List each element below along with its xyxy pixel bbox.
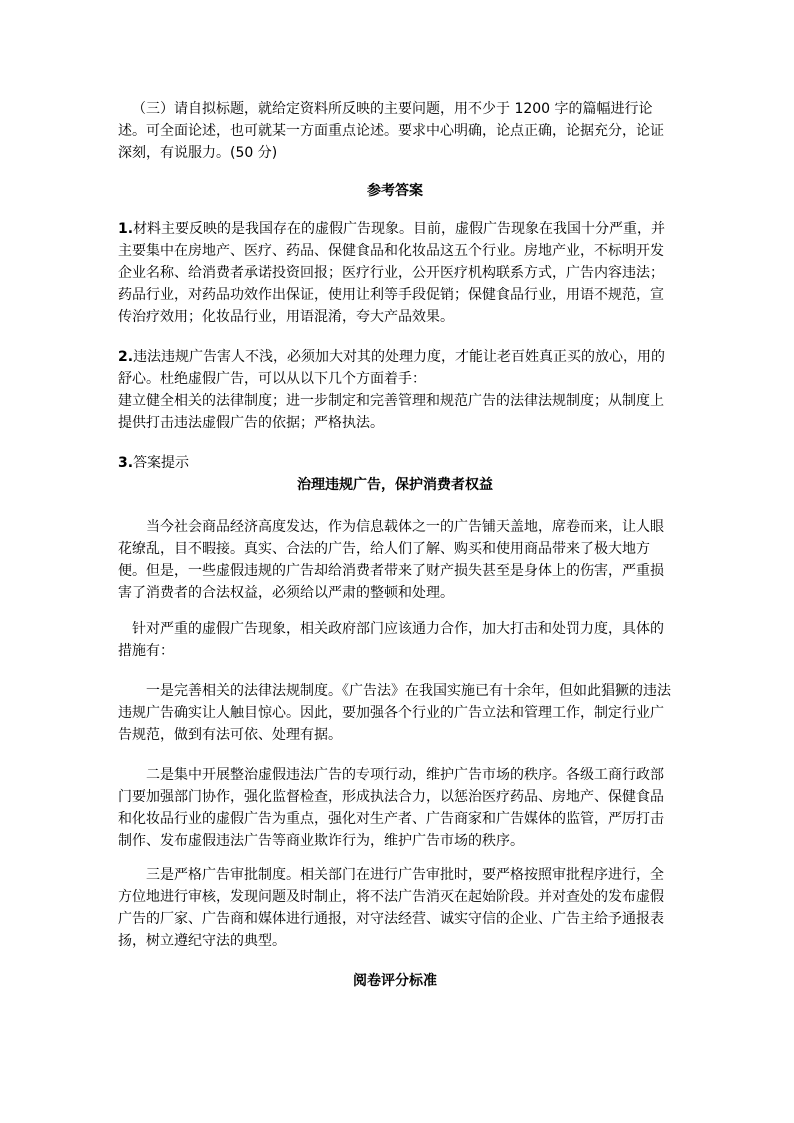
answer-2-measures: 建立健全相关的法律制度；进一步制定和完善管理和规范广告的法律法规制度；从制度上提供打击违法虚假广告的依据；严格执法。 [118, 393, 664, 431]
essay-paragraph-3: 一是完善相关的法律法规制度。《广告法》在我国实施已有十余年，但如此猖獗的违法违规广告确实让人触目惊心。因此，要加强各个行业的广告立法和管理工作，制定行业广告规范，做到有法可依、处理有据。 [118, 683, 671, 743]
answer-1 [118, 218, 672, 328]
essay-paragraph-5: 三是严格广告审批制度。相关部门在进行广告审批时，要严格按照审批程序进行，全方位地进行审核，发现问题及时制止，将不法广告消灭在起始阶段。并对查处的发布虚假广告的厂家、广告商和媒体进行通报，对守法经营、诚实守信的企业、广告主给予通报表扬，树立遵纪守法的典型。 [118, 867, 664, 949]
question-three-text: （三）请自拟标题，就给定资料所反映的主要问题，用不少于 1200 字的篇幅进行论述。可全面论述，也可就某一方面重点论述。要求中心明确，论点正确，论据充分，论证深刻，有说服力。(50 分) [118, 101, 664, 161]
answer-3-text: 答案提示 [133, 455, 190, 471]
answer-2-number: 2. [118, 349, 134, 365]
answer-1-number: 1. [118, 221, 134, 237]
answer-2 [118, 346, 672, 390]
answer-heading: 参考答案 [367, 183, 423, 199]
essay-title: 治理违规广告，保护消费者权益 [297, 477, 493, 493]
grading-heading: 阅卷评分标准 [353, 973, 437, 989]
answer-3-number: 3. [118, 455, 134, 471]
answer-3 [118, 452, 672, 474]
answer-2-text: 违法违规广告害人不浅，必须加大对其的处理力度，才能让老百姓真正买的放心，用的舒心。杜绝虚假广告，可以从以下几个方面着手： [118, 349, 666, 387]
essay-paragraph-1: 当今社会商品经济高度发达，作为信息载体之一的广告铺天盖地，席卷而来，让人眼花缭乱，目不暇接。真实、合法的广告，给人们了解、购买和使用商品带来了极大地方便。但是，一些虚假违规的广告却给消费者带来了财产损失甚至是身体上的伤害，严重损害了消费者的合法权益，必须给以严肃的整顿和处理。 [118, 519, 664, 601]
essay-paragraph-4: 二是集中开展整治虚假违法广告的专项行动，维护广告市场的秩序。各级工商行政部门要加强部门协作，强化监督检查，形成执法合力，以惩治医疗药品、房地产、保健食品和化妆品行业的虚假广告为重点，强化对生产者、广告商家和广告媒体的监管，严厉打击制作、发布虚假违法广告等商业欺诈行为，维护广告市场的秩序。 [118, 767, 664, 849]
essay-paragraph-2: 针对严重的虚假广告现象，相关政府部门应该通力合作，加大打击和处罚力度，具体的措施有： [118, 621, 664, 659]
answer-1-text: 材料主要反映的是我国存在的虚假广告现象。目前，虚假广告现象在我国十分严重，并主要集中在房地产、医疗、药品、保健食品和化妆品这五个行业。房地产业，不标明开发企业名称、给消费者承诺投资回报；医疗行业，公开医疗机构联系方式，广告内容违法；药品行业，对药品功效作出保证，使用让利等手段促销；保健食品行业，用语不规范，宣传治疗效用；化妆品行业，用语混淆，夸大产品效果。 [118, 221, 666, 325]
